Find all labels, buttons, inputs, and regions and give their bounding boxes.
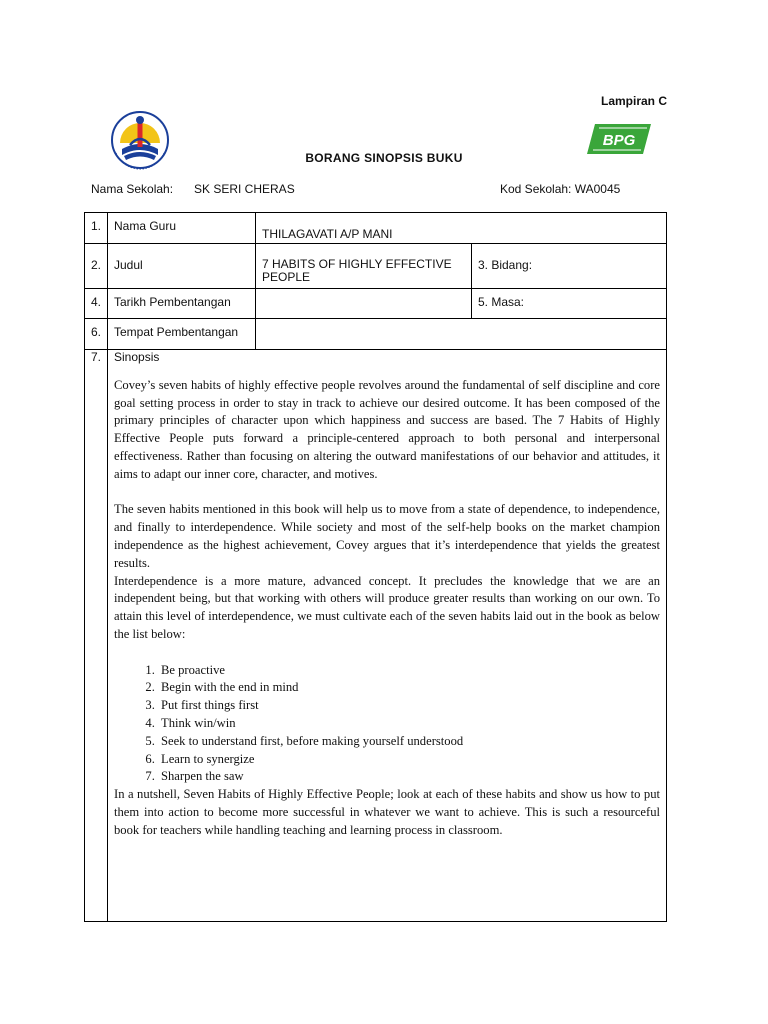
synopsis-cell [108, 350, 667, 922]
habits-list [114, 662, 660, 787]
row-number: 4. [85, 289, 108, 319]
list-item: 4. Think win/win [158, 715, 660, 733]
synopsis-paragraph: Covey’s seven habits of highly effective people revolves around the fundamental of self discipline and core goal setting process in order to stay in track to achieve our desired outcome. It has been composed of the primary principles of character upon which happiness and success are based. The 7 Habits of Highly Effective People puts forward a principle-centered approach to both personal and interpersonal effectiveness. Rather than focusing on altering the outward manifestations of our behavior and attitudes, it aims to adapt our inner core, character, and motives. [114, 377, 661, 481]
form-row-venue [85, 319, 667, 350]
list-item: 2. Begin with the end in mind [158, 679, 660, 697]
row-number: 2. [85, 244, 108, 289]
time-label: 5. Masa: [472, 289, 667, 319]
presentation-venue-label: Tempat Pembentangan [108, 319, 256, 350]
list-item: 6. Learn to synergize [158, 751, 660, 769]
presentation-date-label: Tarikh Pembentangan [108, 289, 256, 319]
row-number: 6. [85, 319, 108, 350]
school-code: Kod Sekolah: WA0045 [500, 182, 621, 196]
synopsis-label: Sinopsis [114, 350, 160, 364]
form-row-date [85, 289, 667, 319]
synopsis-paragraph: Interdependence is a more mature, advanced concept. It precludes the knowledge that we are an independent being, but that working with others will produce greater results than working on our own. To attain this level of interdependence, we must cultivate each of the seven habits laid out in the book as below the list below: [114, 573, 661, 641]
teacher-name-label: Nama Guru [108, 213, 256, 244]
form-row-teacher [85, 213, 667, 244]
row-number: 7. [85, 350, 108, 922]
form-row-synopsis [85, 350, 667, 922]
svg-text:BPG: BPG [602, 132, 636, 149]
attachment-label: Lampiran C [601, 94, 668, 108]
presentation-date-value [256, 289, 472, 319]
list-item: 5. Seek to understand first, before making yourself understood [158, 733, 660, 751]
form-row-title [85, 244, 667, 289]
presentation-venue-value [256, 319, 667, 350]
school-name-label: Nama Sekolah: [91, 182, 174, 196]
document-title: BORANG SINOPSIS BUKU [305, 151, 463, 165]
field-label: 3. Bidang: [472, 244, 667, 289]
school-name-value: SK SERI CHERAS [194, 182, 295, 196]
book-title-value: 7 HABITS OF HIGHLY EFFECTIVE PEOPLE [256, 244, 472, 289]
teacher-name-value: THILAGAVATI A/P MANI [256, 213, 667, 244]
row-number: 1. [85, 213, 108, 244]
list-item: 3. Put first things first [158, 697, 660, 715]
list-item: 1. Be proactive [158, 662, 660, 680]
synopsis-paragraph: The seven habits mentioned in this book will help us to move from a state of dependence, to independence, and finally to interdependence. While society and most of the self-help books on the market champion independence as the highest achievement, Covey argues that it’s interdependence that yields the greatest results. [114, 502, 661, 570]
synopsis-conclusion: In a nutshell, Seven Habits of Highly Effective People; look at each of these habits and show us how to put them into action to become more successful in whatever we want to achieve. This is such a resourceful book for teachers while handling teaching and learning process in classroom. [114, 787, 661, 837]
list-item: 7. Sharpen the saw [158, 768, 660, 786]
synopsis-form [84, 212, 667, 922]
book-title-label: Judul [108, 244, 256, 289]
